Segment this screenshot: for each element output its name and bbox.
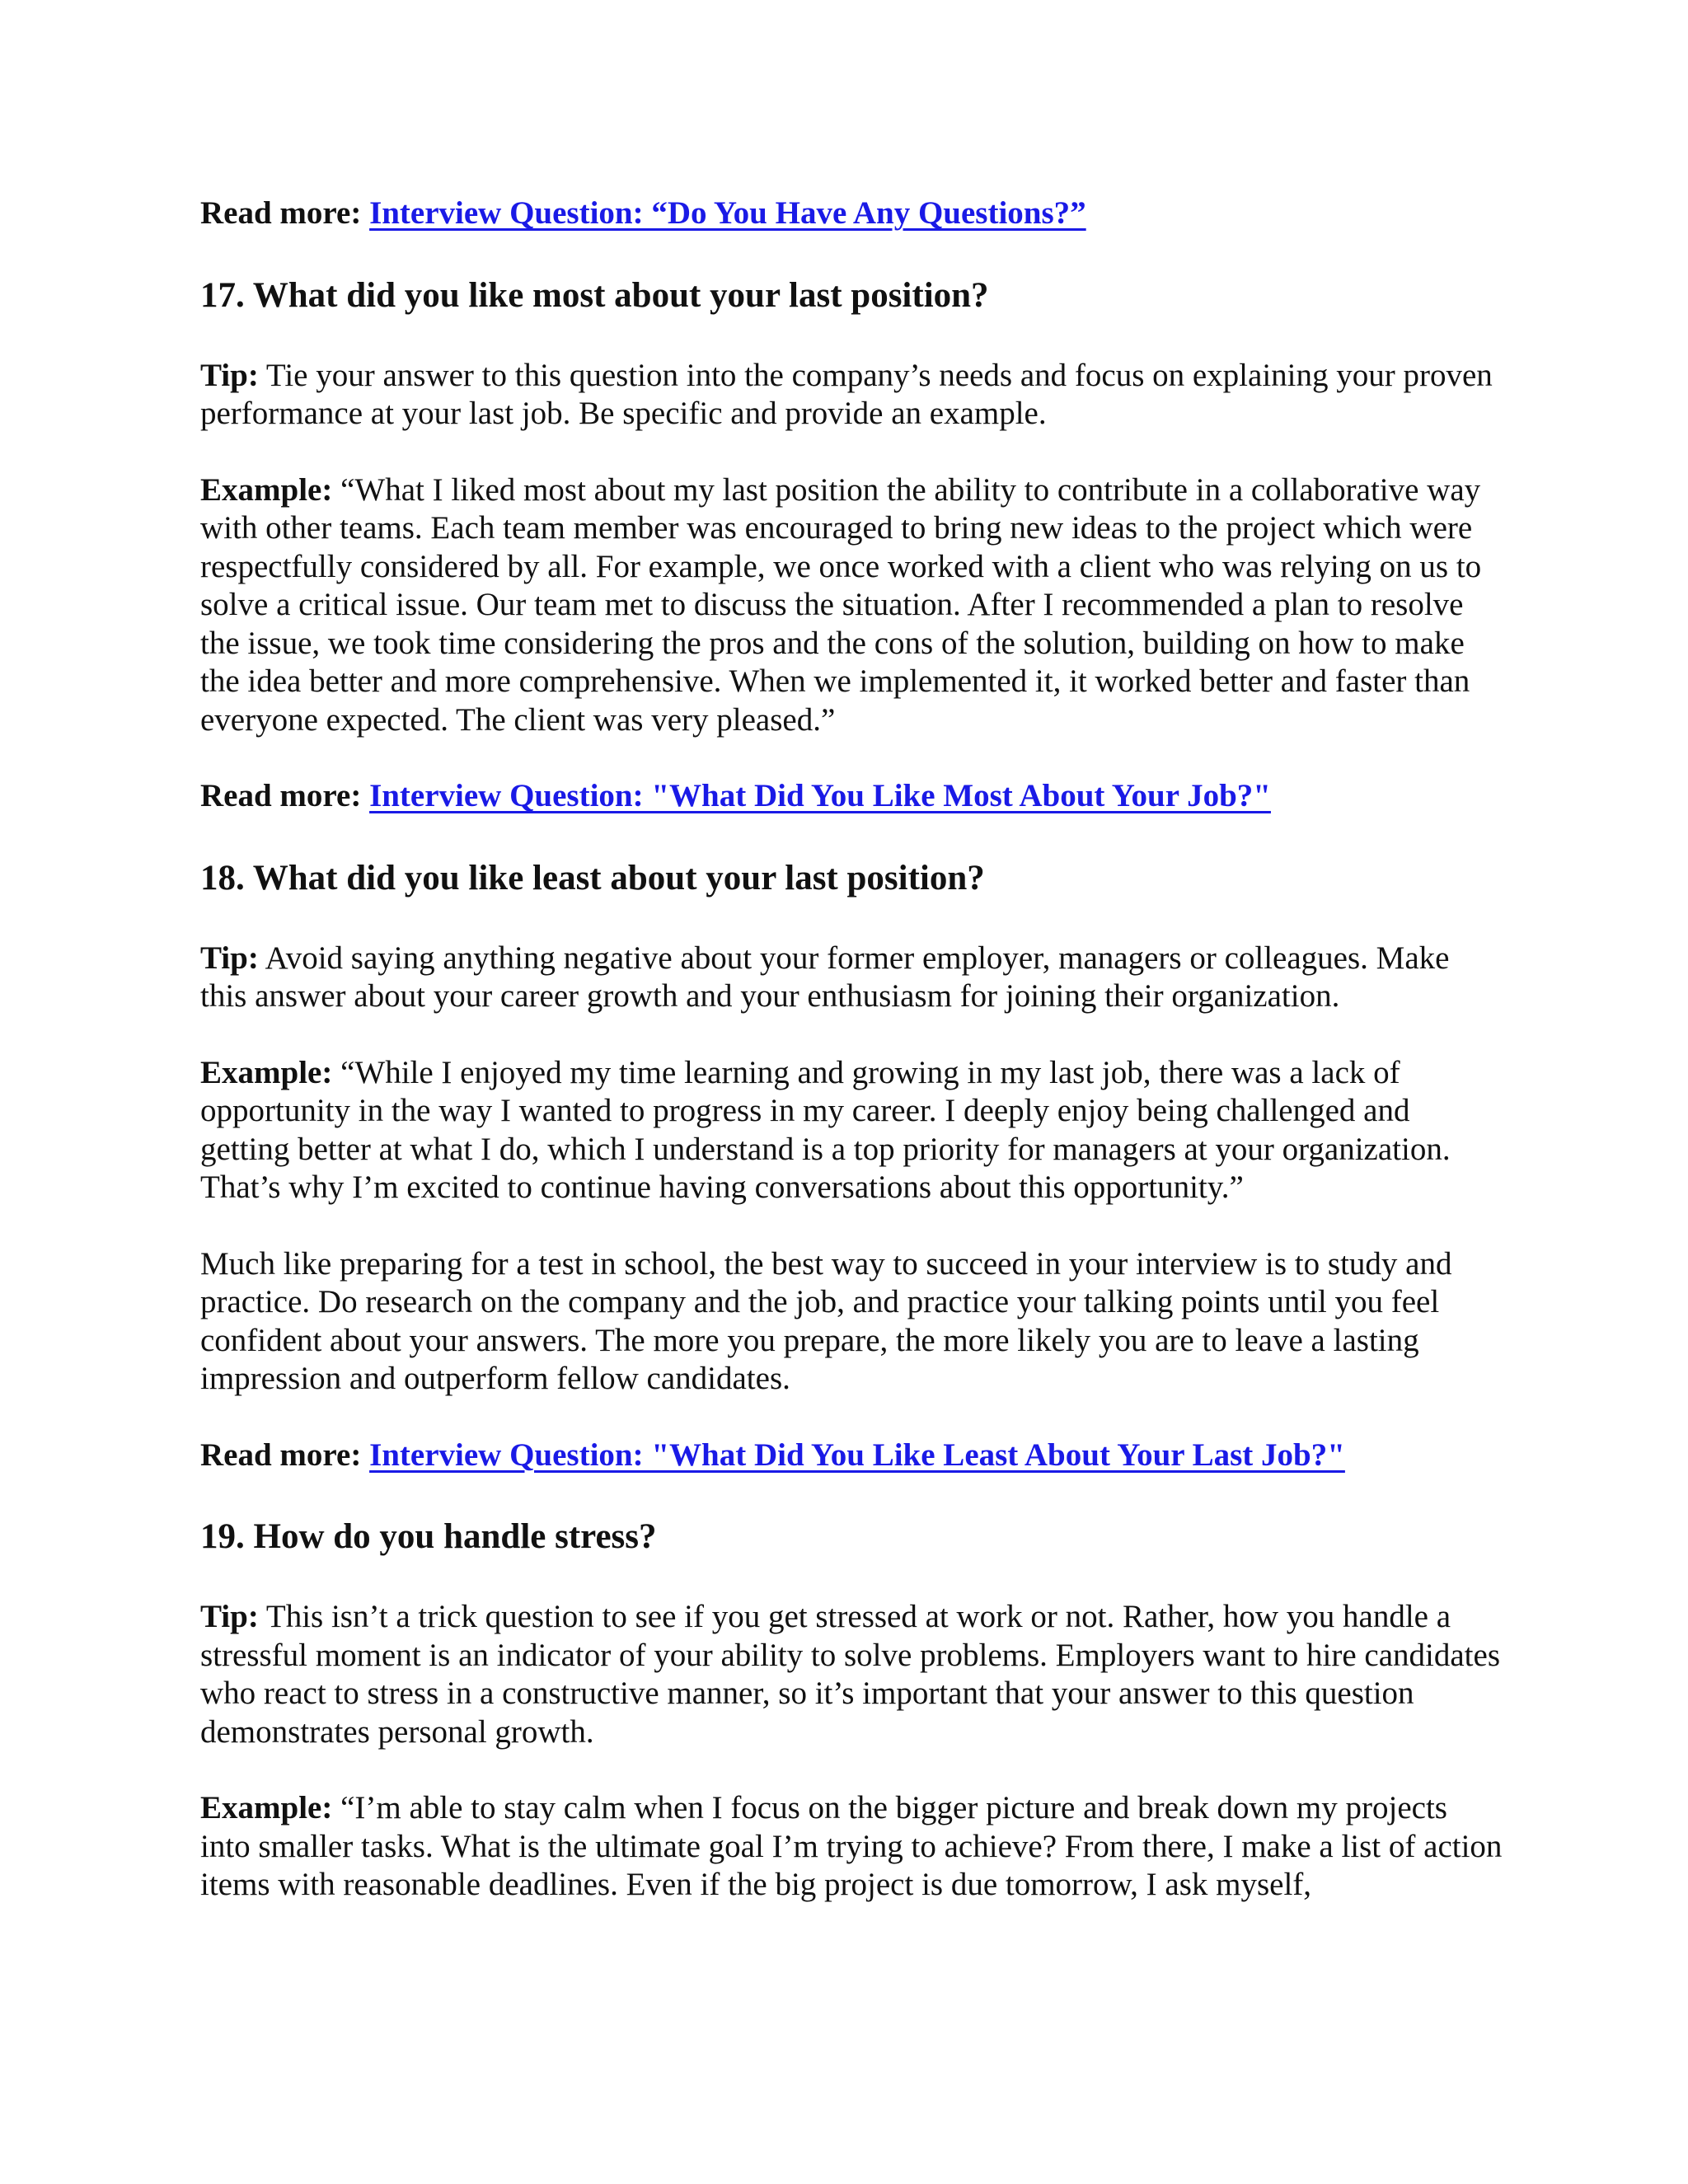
read-more-label: Read more: [200, 778, 362, 813]
read-more-label: Read more: [200, 195, 362, 231]
question-18-heading: 18. What did you like least about your last position? [200, 858, 985, 898]
example-label: Example: [200, 1054, 333, 1090]
question-19-tip [200, 1598, 1503, 1751]
example-text: “I’m able to stay calm when I focus on the bigger picture and break down my projects into smaller tasks. What is the ultimate goal I’m trying to achieve? From there, I make a list of action items with reasonable deadlines. Even if the big project is due tomorrow, I ask myself, [200, 1790, 1503, 1902]
read-more-line [200, 777, 1503, 816]
question-19-heading: 19. How do you handle stress? [200, 1517, 657, 1556]
example-label: Example: [200, 471, 333, 508]
tip-label: Tip: [200, 940, 259, 976]
example-text: “While I enjoyed my time learning and growing in my last job, there was a lack of opportunity in the way I wanted to progress in my career. I deeply enjoy being challenged and getting better at what I do, which I understand is a top priority for managers at your organization. That’s why I’m excited to continue having conversations about this opportunity.” [200, 1054, 1451, 1205]
tip-text: Avoid saying anything negative about your former employer, managers or colleagues. Make this answer about your career growth and your enthusiasm for joining their organization. [200, 940, 1450, 1014]
read-more-link-like-most[interactable]: Interview Question: "What Did You Like Most About Your Job?" [369, 778, 1271, 813]
example-text: “What I liked most about my last position the ability to contribute in a collaborative way with other teams. Each team member was encouraged to bring new ideas to the project which were respectfully considered by all. For example, we once worked with a client who was relying on us to solve a critical issue. Our team met to discuss the situation. After I recommended a plan to resolve the issue, we took time considering the pros and the cons of the solution, building on how to make the idea better and more comprehensive. When we implemented it, it worked better and faster than everyone expected. The client was very pleased.” [200, 471, 1482, 738]
document-page [200, 194, 1503, 1905]
tip-label: Tip: [200, 357, 259, 393]
read-more-label: Read more: [200, 1436, 362, 1473]
read-more-line [200, 194, 1503, 233]
read-more-line [200, 1436, 1503, 1475]
question-17-tip [200, 357, 1503, 434]
question-19-example [200, 1789, 1503, 1905]
closing-paragraph: Much like preparing for a test in school, the best way to succeed in your interview is to study and practice. Do research on the company and the job, and practice your talking points until you feel confident about your answers. The more you prepare, the more likely you are to leave a lasting impression and outperform fellow candidates. [200, 1245, 1452, 1396]
read-more-link-questions[interactable]: Interview Question: “Do You Have Any Questions?” [369, 195, 1086, 231]
question-17-example [200, 471, 1503, 740]
tip-text: This isn’t a trick question to see if you get stressed at work or not. Rather, how you handle a stressful moment is an indicator of your ability to solve problems. Employers want to hire candidates who react to stress in a constructive manner, so it’s important that your answer to this question demonstrates personal growth. [200, 1599, 1501, 1750]
question-18-tip [200, 940, 1503, 1016]
question-17-heading: 17. What did you like most about your last position? [200, 275, 989, 315]
read-more-link-like-least[interactable]: Interview Question: "What Did You Like Least About Your Last Job?" [369, 1436, 1345, 1473]
tip-text: Tie your answer to this question into the company’s needs and focus on explaining your proven performance at your last job. Be specific and provide an example. [200, 357, 1493, 431]
question-18-example [200, 1054, 1503, 1207]
tip-label: Tip: [200, 1599, 259, 1634]
example-label: Example: [200, 1790, 333, 1825]
